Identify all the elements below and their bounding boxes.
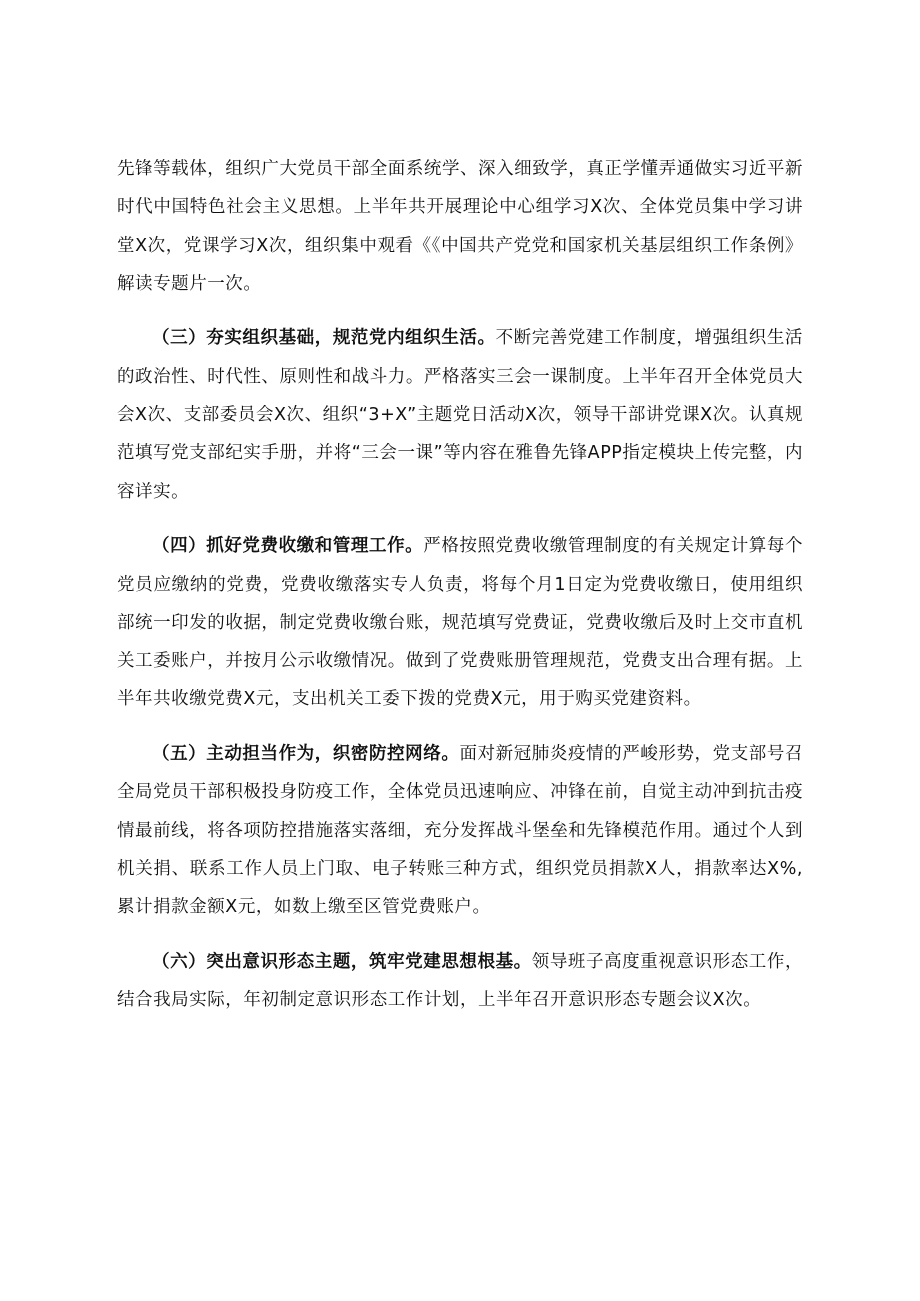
paragraph-text: 领导班子高度重视意识形态工作，结合我局实际，年初制定意识形态工作计划，上半年召开意识形态专题会议X次。 xyxy=(117,951,803,1011)
paragraph-party-dues xyxy=(117,527,803,718)
section-heading-5: （五）主动担当作为，织密防控网络。 xyxy=(152,744,460,765)
paragraph-ideology xyxy=(117,943,803,1020)
paragraph-organization-life xyxy=(117,319,803,510)
paragraph-epidemic-prevention xyxy=(117,735,803,926)
section-heading-3: （三）夯实组织基础，规范党内组织生活。 xyxy=(152,328,496,349)
section-heading-6: （六）突出意识形态主题，筑牢党建思想根基。 xyxy=(152,951,532,972)
paragraph-text: 先锋等载体，组织广大党员干部全面系统学、深入细致学，真正学懂弄通做实习近平新时代中国特色社会主义思想。上半年共开展理论中心组学习X次、全体党员集中学习讲堂X次，党课学习X次，组织集中观看《《中国共产党党和国家机关基层组织工作条例》解读专题片一次。 xyxy=(117,159,803,294)
paragraph-study-continuation xyxy=(117,150,803,303)
paragraph-text: 不断完善党建工作制度，增强组织生活的政治性、时代性、原则性和战斗力。严格落实三会一课制度。上半年召开全体党员大会X次、支部委员会X次、组织“3+X”主题党日活动X次，领导干部讲党课X次。认真规范填写党支部纪实手册，并将“三会一课”等内容在雅鲁先锋APP指定模块上传完整，内容详实。 xyxy=(117,328,803,502)
paragraph-text: 面对新冠肺炎疫情的严峻形势，党支部号召全局党员干部积极投身防疫工作，全体党员迅速响应、冲锋在前，自觉主动冲到抗击疫情最前线，将各项防控措施落实落细，充分发挥战斗堡垒和先锋模范作用。通过个人到机关捐、联系工作人员上门取、电子转账三种方式，组织党员捐款X人，捐款率达X%,累计捐款金额X元，如数上缴至区管党费账户。 xyxy=(117,744,803,918)
document-body xyxy=(117,150,803,1036)
section-heading-4: （四）抓好党费收缴和管理工作。 xyxy=(152,536,424,557)
paragraph-text: 严格按照党费收缴管理制度的有关规定计算每个党员应缴纳的党费，党费收缴落实专人负责，将每个月1日定为党费收缴日，使用组织部统一印发的收据，制定党费收缴台账，规范填写党费证，党费收缴后及时上交市直机关工委账户，并按月公示收缴情况。做到了党费账册管理规范，党费支出合理有据。上半年共收缴党费X元，支出机关工委下拨的党费X元，用于购买党建资料。 xyxy=(117,536,803,710)
